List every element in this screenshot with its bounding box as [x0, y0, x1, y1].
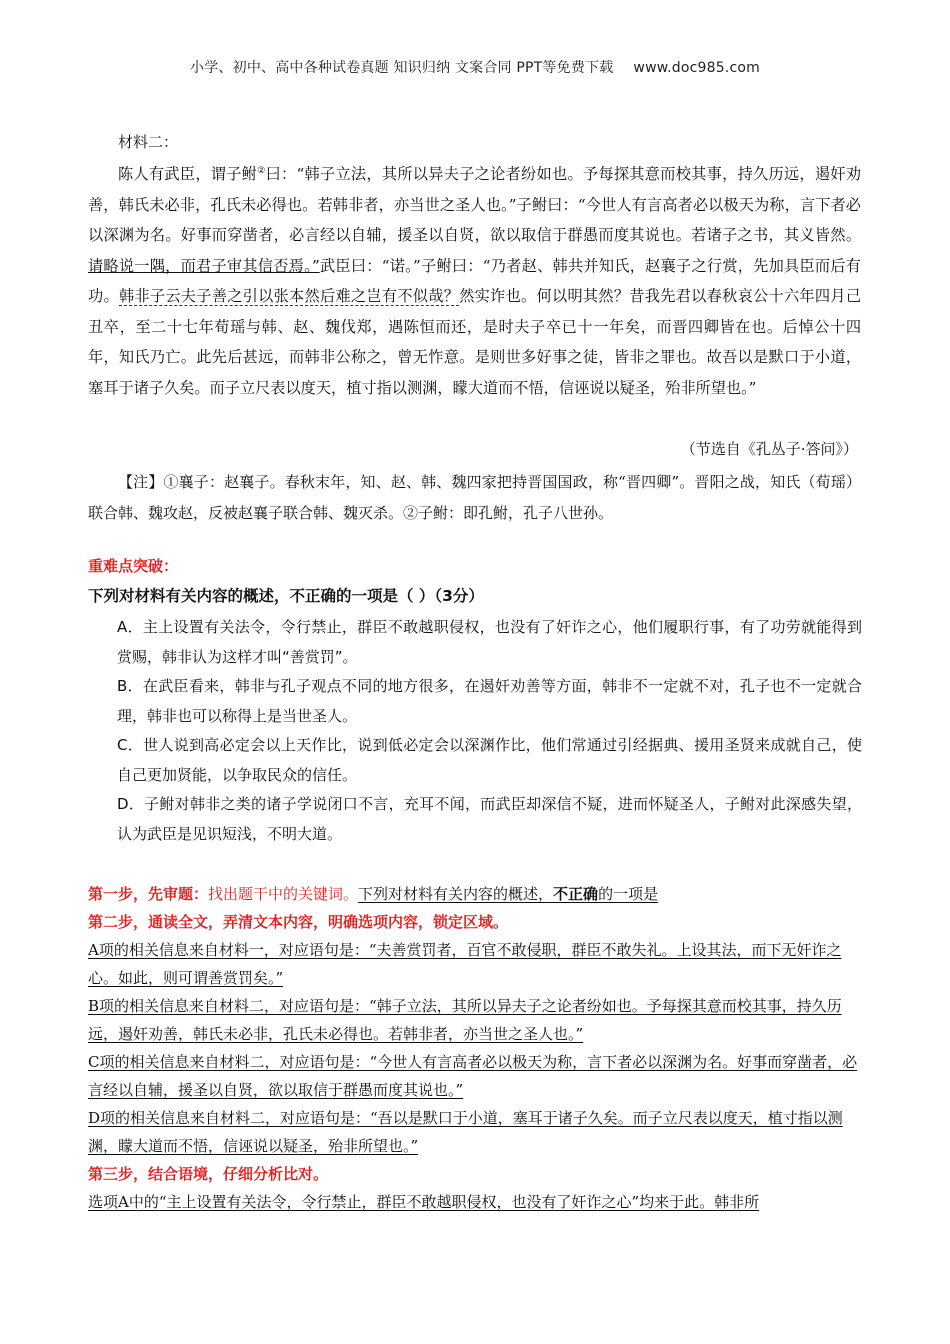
option-d: D．子鲋对韩非之类的诸子学说闭口不言，充耳不闻，而武臣却深信不疑，进而怀疑圣人，子鲋对此深感失望，认为武臣是见识短浅，不明大道。 — [117, 795, 862, 843]
analysis-section — [88, 880, 863, 1216]
step-three: 第三步，结合语境，仔细分析比对。 — [88, 1165, 329, 1183]
option-b: B．在武臣看来，韩非与孔子观点不同的地方很多，在遏奸劝善等方面，韩非不一定就不对，孔子也不一定就合理，韩非也可以称得上是当世圣人。 — [117, 677, 862, 725]
analysis-d — [88, 1104, 863, 1160]
analysis-last-line-text: 选项A中的“主上设置有关法令，令行禁止，群臣不敢越职侵权，也没有了奸诈之心”均来于此。韩非所 — [88, 1193, 760, 1211]
analysis-a-text: A项的相关信息来自材料一，对应语句是：“夫善赏罚者，百官不敢侵职，群臣不敢失礼。上设其法，而下无奸诈之心。如此，则可谓善赏罚矣。” — [88, 941, 842, 987]
breakthrough-heading: 重难点突破： — [88, 557, 179, 575]
analysis-d-text: D项的相关信息来自材料二，对应语句是：“吾以是默口于小道，塞耳于诸子久矣。而子立尺表以度天，植寸指以测渊，矇大道而不悟，信诬说以疑圣，殆非所望也。” — [88, 1109, 843, 1155]
note-text: 【注】①襄子：赵襄子。春秋末年，知、赵、韩、魏四家把持晋国国政，称“晋四卿”。晋阳之战，知氏（荀瑶）联合韩、魏攻赵，反被赵襄子联合韩、魏灭杀。②子鲋：即孔鲋，孔子八世孙。 — [88, 473, 861, 522]
analysis-b-text: B项的相关信息来自材料二，对应语句是：“韩子立法，其所以异夫子之论者纷如也。予每探其意而校其事，持久历远，遏奸劝善，韩氏未必非，孔氏未必得也。若韩非者，亦当世之圣人也。” — [88, 997, 842, 1043]
para-part-a: 陈人有武臣，谓子鲋 — [118, 165, 258, 184]
step-one-text: 找出题干中的关键词。 — [208, 885, 359, 903]
analysis-a — [88, 936, 863, 992]
step-one-bold: 不正确 — [553, 885, 599, 903]
step-one-end: 的一项是 — [598, 885, 659, 903]
material-paragraph — [88, 156, 861, 403]
underlined-sentence: 请略说一隅，而君子审其信否焉。” — [88, 256, 320, 275]
footnote-mark: ② — [257, 166, 266, 176]
analysis-c — [88, 1048, 863, 1104]
question-title: 下列对材料有关内容的概述，不正确的一项是（ ）（3分） — [88, 587, 484, 605]
option-c: C．世人说到高必定会以上天作比，说到低必定会以深渊作比，他们常通过引经据典、援用圣贤来成就自己，使自己更加贤能，以争取民众的信任。 — [117, 736, 862, 784]
para-part-b: 曰：“韩子立法，其所以异夫子之论者纷如也。予每探其意而校其事，持久历远，遏奸劝善，韩氏未必非，孔氏未必得也。若韩非者，亦当世之圣人也。”子鲋曰：“今世人有言高者必以极天为称，言下者必以深渊为名。好事而穿凿者，必言经以自辅，援圣以自贤，欲以取信于群愚而度其说也。若诸子之书，其义皆然。 — [88, 165, 862, 245]
material-note — [88, 467, 861, 528]
step-one-label: 第一步，先审题： — [88, 885, 209, 903]
step-one-underline: 下列对材料有关内容的概述， — [358, 885, 554, 903]
material-title: 材料二： — [118, 133, 179, 151]
analysis-b — [88, 992, 863, 1048]
dashed-sentence: 韩非子云夫子善之引以张本然后难之岂有不似哉？ — [118, 287, 460, 306]
para-part-d: 然实诈也。何以明其然？昔我先君以春秋哀公十六年四月己丑卒，至二十七年荀瑶与韩、赵、魏伐郑，遇陈恒而还，是时夫子卒已十一年矣，而晋四卿皆在也。后悼公十四年，知氏乃亡。此先后甚远，而韩非公称之，曾无怍意。是则世多好事之徒，皆非之罪也。故吾以是默口于小道，塞耳于诸子久矣。而子立尺表以度天，植寸指以测渊，矇大道而不悟，信诬说以疑圣，殆非所望也。” — [88, 287, 862, 397]
option-a: A．主上设置有关法令，令行禁止，群臣不敢越职侵权，也没有了奸诈之心，他们履职行事，有了功劳就能得到赏赐，韩非认为这样才叫“善赏罚”。 — [117, 618, 862, 666]
para-part-c: 武臣曰：“诺。”子鲋曰：“乃者赵、韩共并知氏，赵襄子之行赏，先加具臣而后有功。 — [88, 256, 861, 306]
site-header — [0, 57, 950, 77]
step-two: 第二步，通读全文，弄清文本内容，明确选项内容，锁定区域。 — [88, 913, 509, 931]
material-body — [88, 156, 861, 403]
header-url[interactable]: www.doc985.com — [633, 60, 760, 76]
header-slogan: 小学、初中、高中各种试卷真题 知识归纳 文案合同 PPT等免费下载 — [190, 60, 614, 76]
step-one — [88, 880, 863, 908]
source-citation: （节选自《孔丛子·答问》） — [680, 440, 858, 458]
question-options — [117, 613, 862, 849]
analysis-last-line — [88, 1188, 863, 1216]
analysis-c-text: C项的相关信息来自材料二，对应语句是：“今世人有言高者必以极天为称，言下者必以深渊为名。好事而穿凿者，必言经以自辅，援圣以自贤，欲以取信于群愚而度其说也。” — [88, 1053, 858, 1099]
